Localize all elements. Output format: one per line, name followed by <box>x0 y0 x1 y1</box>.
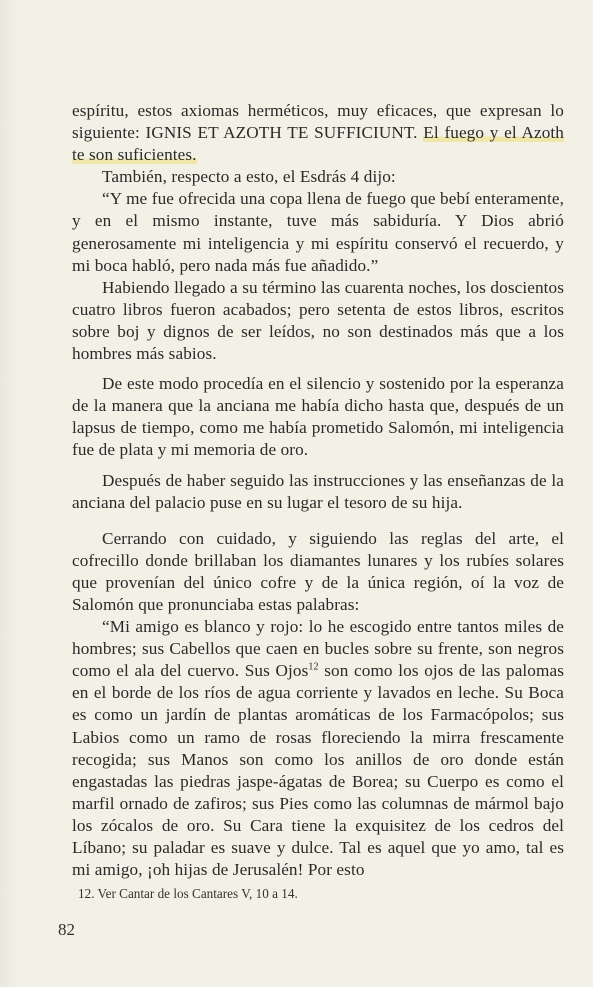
paragraph-5: De este modo procedía en el silencio y sostenido por la esperanza de la manera que la anciana me había dicho hasta que, después de un lapsus de tiempo, como me había prometido Salomón, mi inteligencia fue de plata y mi memoria de oro. <box>72 374 564 460</box>
highlighted-translation: El fuego y el Azoth te son suficientes. <box>72 123 564 165</box>
page-number: 82 <box>58 920 75 939</box>
paragraph-4: Habiendo llegado a su término las cuarenta noches, los doscientos cuatro libros fueron acabados; pero setenta de estos libros, escritos sobre boj y dignos de ser leídos, no son destinados más que a los hombres más sabios. <box>72 277 564 364</box>
footnote-marker: 12 <box>308 661 319 673</box>
body-text <box>72 100 564 881</box>
footnote: 12. Ver Cantar de los Cantares V, 10 a 14. <box>78 886 298 901</box>
paragraph-8-text-a: “Mi amigo es blanco y rojo: lo he escogido entre tantos miles de hombres; sus Cabellos que caen en bucles sobre su frente, son negros como el ala del cuervo. Sus Ojos <box>72 617 564 681</box>
paragraph-1 <box>72 100 564 166</box>
paragraph-1-text: espíritu, estos axiomas herméticos, muy eficaces, que expresan lo siguiente: IGNIS ET AZOTH TE SUFFICIUNT. <box>72 101 564 143</box>
paragraph-8-quote <box>72 616 564 881</box>
paragraph-7: Cerrando con cuidado, y siguiendo las reglas del arte, el cofrecillo donde brillaban los diamantes lunares y los rubíes solares que provenían del único cofre y de la única región, oí la voz de Salomón que pronunciaba estas palabras: <box>72 528 564 614</box>
paragraph-8-text-b: son como los ojos de las palomas en el borde de los ríos de agua corriente y lavados en leche. Su Boca es como un jardín de plantas aromáticas de los Farmacópolos; sus Labios como un ramo de rosas floreciendo la mirra frescamente recogida; sus Manos son como los anillos de oro donde están engastadas las piedras jaspe-ágatas de Borea; su Cuerpo es como el marfil ornado de zafiros; sus Pies como las columnas de mármol bajo los zócalos de oro. Su Cara tiene la exquisitez de los cedros del Líbano; su paladar es suave y dulce. Tal es aquel que yo amo, tal es mi amigo, ¡oh hijas de Jerusalén! Por esto <box>72 661 564 880</box>
paragraph-6: Después de haber seguido las instrucciones y las enseñanzas de la anciana del palacio puse en su lugar el tesoro de su hija. <box>72 470 564 512</box>
paragraph-2: También, respecto a esto, el Esdrás 4 dijo: <box>102 167 396 187</box>
paragraph-3-quote: “Y me fue ofrecida una copa llena de fuego que bebí enteramente, y en el mismo instante, tuve más sabiduría. Y Dios abrió generosamente mi inteligencia y mi espíritu conservó el recuerdo, y mi boca habló, pero nada más fue añadido.” <box>72 189 564 275</box>
